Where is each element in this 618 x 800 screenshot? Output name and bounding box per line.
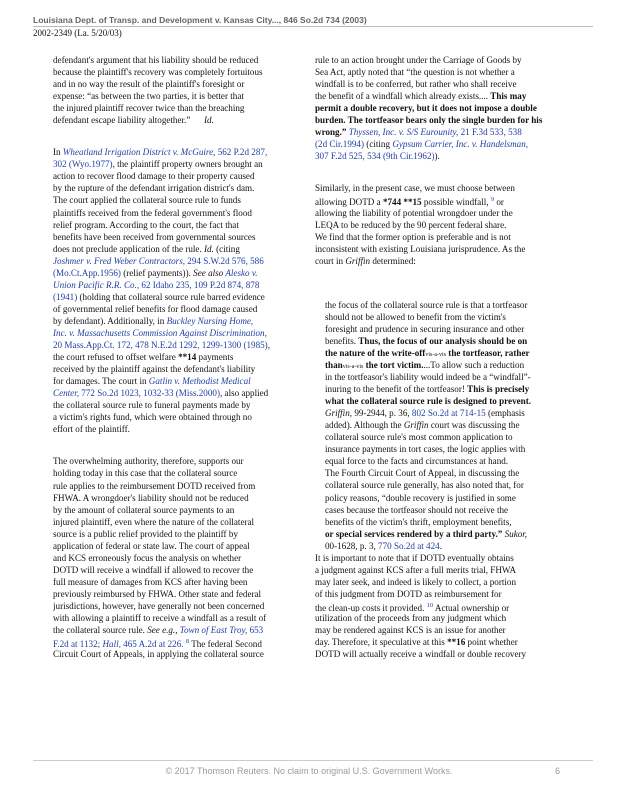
case-link-buckley[interactable]: Buckley Nursing Home,	[166, 315, 254, 326]
text-line: should not be allowed to benefit from the victim's	[325, 311, 506, 322]
text-fragment: day. Therefore, it speculative at this	[315, 637, 448, 648]
text-line	[325, 528, 583, 540]
text-line: The overwhelming authority, therefore, supports our	[53, 456, 244, 467]
case-link-east-troy[interactable]: Town of East Troy,	[177, 625, 248, 636]
case-link-wheatland[interactable]: Wheatland Irrigation District v. McGuire,	[62, 147, 216, 158]
text-line	[53, 351, 319, 363]
text-line: FHWA. A wrongdoer's liability should not be reduced	[53, 492, 249, 503]
text-line: utilization of the proceeds from any judgment which	[315, 612, 507, 623]
left-column	[53, 54, 319, 660]
case-name: Griffin,	[325, 408, 353, 419]
text-line: by the rupture of the defendant irrigation district's dam.	[53, 183, 255, 194]
text-fragment: payments	[196, 352, 234, 363]
text-line: what the collateral source rule is designed to prevent.	[325, 396, 532, 407]
case-name: Griffin	[345, 255, 371, 266]
text-fragment: In	[53, 147, 63, 158]
text-fragment: 00-1628, p. 3,	[325, 540, 379, 551]
text-line	[315, 150, 583, 162]
text-fragment: Actual ownership or	[433, 602, 510, 612]
text-line	[325, 419, 583, 431]
text-fragment: does not preclude application of the rule.	[53, 243, 205, 254]
text-fragment: 99-2944, p. 36,	[352, 408, 412, 419]
case-link-alesko-cont[interactable]: Union Pacific R.R. Co.,	[53, 279, 140, 290]
text-line: because the plaintiff's recovery was completely fortuitous	[53, 67, 263, 78]
text-line	[325, 540, 583, 552]
text-fragment: (citing	[364, 139, 393, 150]
text-line	[53, 243, 319, 255]
text-line: effort of the plaintiff.	[53, 424, 130, 435]
text-line	[325, 335, 583, 347]
text-fragment: or	[494, 197, 504, 207]
text-fragment: ,	[267, 340, 270, 351]
text-line: of this judgment from DOTD as reimbursement for	[315, 588, 502, 599]
text-fragment: court was discussing the	[428, 420, 520, 431]
text-line	[315, 126, 583, 138]
citation-link[interactable]: 802 So.2d at 714-15	[411, 408, 486, 419]
citation-link[interactable]: 307 F.2d 525, 534 (9th Cir.1962)	[315, 151, 435, 162]
text-fragment: by defendant). Additionally, in	[53, 315, 167, 326]
text-line: application of federal or state law. The court of appeal	[53, 540, 250, 551]
text-line: previously reimbursed by FHWA. Other state and federal	[53, 588, 262, 599]
citation-link[interactable]: 465 A.2d at 226.	[120, 639, 184, 649]
text-line: It is important to note that if DOTD eventually obtains	[315, 552, 514, 563]
text-line	[325, 407, 583, 419]
case-title: Louisiana Dept. of Transp. and Development v. Kansas City..., 846 So.2d 734 (2003)	[33, 15, 367, 25]
case-link-joshmer[interactable]: Joshmer v. Fred Weber Contractors,	[53, 255, 186, 266]
text-line	[315, 255, 583, 267]
text-line: equal force to the facts and circumstances at hand.	[325, 456, 509, 467]
copyright-notice: © 2017 Thomson Reuters. No claim to original U.S. Government Works.	[165, 766, 453, 776]
text-line: foresight and prudence in securing insurance and other	[325, 323, 525, 334]
text-line	[325, 347, 583, 359]
footnote-link-9[interactable]: 9	[490, 196, 495, 204]
text-line	[325, 383, 583, 395]
citation-link[interactable]: (Mo.Ct.App.1956)	[53, 267, 121, 278]
inline-mark: vis-a-vis	[342, 363, 364, 370]
text-fragment: for damages. The court in	[53, 376, 149, 387]
case-name: Griffin	[403, 420, 429, 431]
bold-text: than	[325, 359, 343, 370]
citation-link[interactable]: F.2d at 1132;	[53, 639, 101, 649]
right-column	[315, 54, 583, 660]
text-fragment: ...To allow such a reduction	[423, 359, 525, 370]
text-fragment: , the plaintiff property owners brought an	[112, 159, 263, 170]
text-line: jurisdictions, however, have generally not been concerned	[53, 600, 265, 611]
bold-text: the nature of the write-off	[325, 347, 426, 358]
signal-text: See e.g.,	[147, 625, 178, 636]
footnote-link-10[interactable]: 10	[426, 601, 434, 609]
text-fragment: added). Although the	[325, 420, 404, 431]
text-fragment: (relief payments)).	[120, 267, 194, 278]
text-fragment: the court refused to offset welfare	[53, 352, 179, 363]
text-fragment: The federal Second	[189, 639, 262, 649]
text-fragment: (citing	[213, 243, 240, 254]
text-line: a judgment against KCS after a full merits trial, FHWA	[315, 564, 517, 575]
text-line: LEQA to be reduced by the 90 percent federal share.	[315, 219, 507, 230]
text-line	[53, 158, 319, 170]
text-line: Sea Act, aptly noted that “the question is not whether a	[315, 67, 515, 78]
text-line: The court applied the collateral source rule to funds	[53, 195, 241, 206]
text-line	[53, 339, 319, 351]
bold-text: or special services rendered by a third party.”	[325, 528, 503, 539]
star-paging: *744 **15	[382, 197, 422, 207]
inline-mark: vis-a-vis	[425, 351, 447, 358]
signal-text: See also	[193, 267, 224, 278]
text-line: defendant's argument that his liability should be reduced	[53, 55, 259, 65]
text-line: plaintiffs received from the federal government's flood	[53, 207, 252, 218]
text-line	[53, 636, 319, 648]
text-line: a victim's rights fund, which were obtained through no	[53, 412, 252, 423]
text-line: benefits have been received from governmental sources	[53, 231, 256, 242]
text-fragment: ).	[434, 151, 440, 162]
text-line	[53, 327, 319, 339]
text-line: Similarly, in the present case, we must choose between	[315, 183, 515, 194]
text-line: by the amount of collateral source payments to an	[53, 504, 235, 515]
text-line: collateral source rule generally, has also noted that, for	[325, 480, 524, 491]
case-link-buckley-cont[interactable]: Inc. v. Massachusetts Commission Against Discrimination,	[53, 327, 267, 338]
text-fragment: .	[439, 540, 442, 551]
citation-link[interactable]: (1941)	[53, 291, 78, 302]
text-line	[315, 90, 583, 102]
text-fragment: , also applied	[219, 388, 269, 399]
text-line: the focus of the collateral source rule is that a tortfeasor	[325, 299, 528, 310]
bold-text: the tort victim.	[363, 359, 424, 370]
text-fragment: possible windfall,	[421, 197, 491, 207]
text-fragment: (holding that collateral source rule barred evidence	[77, 291, 265, 302]
text-line	[53, 315, 319, 327]
case-name: Sukor,	[502, 528, 528, 539]
text-line	[53, 255, 319, 267]
text-fragment: (emphasis	[485, 408, 525, 419]
case-link-hall[interactable]: Hall,	[100, 639, 121, 649]
text-fragment: determined:	[370, 255, 416, 266]
citation-link[interactable]: 562 P.2d 287,	[215, 147, 268, 158]
header-divider	[33, 26, 593, 27]
text-fragment: defendant escape liability altogether.”	[53, 115, 191, 126]
footer-divider	[33, 760, 593, 761]
citation-link[interactable]: (2d Cir.1994)	[315, 139, 365, 150]
citation-link[interactable]: 653	[247, 625, 264, 636]
citation-link[interactable]: 62 Idaho 235, 109 P.2d 874, 878	[139, 279, 260, 290]
text-line	[53, 267, 319, 279]
text-line	[325, 359, 583, 371]
text-line: expense: “as between the two parties, it is better that	[53, 91, 244, 102]
star-paging: **16	[447, 637, 466, 648]
citation-link[interactable]: 21 F.3d 533, 538	[458, 127, 522, 138]
citation-link[interactable]: 770 So.2d at 424	[378, 540, 440, 551]
text-line: of governmental relief benefits for flood damage caused	[53, 303, 258, 314]
case-link-alesko[interactable]: Alesko v.	[223, 267, 258, 278]
id-citation: Id.	[204, 243, 214, 254]
text-fragment: benefits.	[325, 335, 359, 346]
text-line: the collateral source rule to funeral payments made by	[53, 400, 251, 411]
footnote-link-8[interactable]: 8	[185, 638, 190, 646]
text-fragment: the clean-up costs it provided.	[315, 602, 427, 612]
text-line: DOTD will actually receive a windfall or double recovery	[315, 649, 527, 660]
text-line: relief program. According to the court, the fact that	[53, 219, 239, 230]
text-line: Circuit Court of Appeals, in applying the collateral source	[53, 649, 264, 660]
text-line: and KCS erroneously focus the analysis on whether	[53, 552, 242, 563]
bold-text: wrong.”	[315, 127, 347, 138]
text-line: holding today in this case that the collateral source	[53, 468, 238, 479]
text-line: DOTD will receive a windfall if allowed to recover the	[53, 564, 254, 575]
text-line: permit a double recovery, but it does not impose a double	[315, 103, 537, 114]
citation-link[interactable]: 294 S.W.2d 576, 586	[185, 255, 264, 266]
text-line: full measure of damages from KCS after having been	[53, 576, 248, 587]
text-line: may later seek, and indeed is likely to collect, a portion	[315, 576, 517, 587]
case-link-gatlin[interactable]: Gatlin v. Methodist Medical	[148, 376, 251, 387]
citation-link[interactable]: 302 (Wyo.1977)	[53, 159, 113, 170]
citation-link[interactable]: 772 So.2d 1023, 1032-33 (Miss.2000)	[79, 388, 220, 399]
text-line: source is a public relief provided to the plaintiff by	[53, 528, 238, 539]
text-line: The Fourth Circuit Court of Appeal, in discussing the	[325, 468, 520, 479]
text-line: benefits of the victim's thrift, employment benefits,	[325, 516, 512, 527]
page-number: 6	[555, 766, 561, 776]
text-line	[315, 600, 583, 612]
text-fragment: point whether	[465, 637, 518, 648]
text-line: the injured plaintiff recover twice than the breaching	[53, 103, 245, 114]
citation-link[interactable]: 20 Mass.App.Ct. 172, 478 N.E.2d 1292, 1299-1300 (1985)	[53, 340, 268, 351]
text-line: burden. The tortfeasor bears only the single burden for his	[315, 115, 543, 126]
text-line: rule applies to the reimbursement DOTD received from	[53, 480, 256, 491]
text-line: with allowing a plaintiff to receive a windfall as a result of	[53, 613, 267, 624]
text-fragment: inuring to the benefit of the tortfeasor!	[325, 384, 468, 395]
text-fragment: allowing DOTD a	[315, 197, 383, 207]
text-line	[53, 387, 319, 399]
text-line: windfall is to be conferred, but rather who shall receive	[315, 79, 517, 90]
text-line: and in no way the result of the plaintiff's foresight or	[53, 79, 245, 90]
text-line	[53, 146, 319, 158]
text-line	[53, 114, 319, 126]
text-line	[315, 194, 583, 206]
text-line: policy reasons, “double recovery is justified in some	[325, 492, 516, 503]
case-link-gatlin-cont[interactable]: Center,	[53, 388, 80, 399]
star-paging: **14	[178, 352, 197, 363]
text-line: received by the plaintiff against the defendant's liability	[53, 364, 256, 375]
text-fragment: the collateral source rule.	[53, 625, 148, 636]
text-line: in the tortfeasor's liability would indeed be a “windfall”-	[325, 372, 531, 383]
text-line: action to recover flood damage to their property caused	[53, 171, 255, 182]
bold-text: the tortfeasor, rather	[446, 347, 530, 358]
text-line: rule to an action brought under the Carriage of Goods by	[315, 55, 522, 65]
text-line	[315, 138, 583, 150]
text-line: allowing the liability of potential wrongdoer under the	[315, 207, 513, 218]
case-link-thyssen[interactable]: Thyssen, Inc. v. S/S Eurounity,	[346, 127, 459, 138]
text-fragment: court in	[315, 255, 346, 266]
text-line: cases because the tortfeasor should not receive the	[325, 504, 509, 515]
text-line: We find that the former option is preferable and is not	[315, 231, 511, 242]
text-line	[315, 636, 583, 648]
id-citation: Id.	[204, 115, 214, 126]
text-line	[53, 624, 319, 636]
text-line	[53, 291, 319, 303]
text-line: insurance payments in tort cases, the logic applies with	[325, 444, 526, 455]
text-line: may be rendered against KCS is an issue for another	[315, 625, 506, 636]
text-line: inconsistent with existing Louisiana jurisprudence. As the	[315, 243, 526, 254]
bold-text: This is precisely	[467, 384, 530, 395]
text-line: collateral source rule's most common application to	[325, 432, 513, 443]
text-fragment: the benefit of a windfall which already exists....	[315, 91, 491, 102]
bold-text: This may	[490, 91, 527, 102]
docket-number: 2002-2349 (La. 5/20/03)	[33, 28, 122, 38]
text-line: injured plaintiff, even where the nature of the collateral	[53, 516, 255, 527]
bold-text: Thus, the focus of our analysis should be on	[358, 335, 528, 346]
text-line	[53, 279, 319, 291]
text-line	[53, 375, 319, 387]
block-quote	[315, 299, 583, 552]
case-link-gypsum[interactable]: Gypsum Carrier, Inc. v. Handelsman,	[392, 139, 529, 150]
